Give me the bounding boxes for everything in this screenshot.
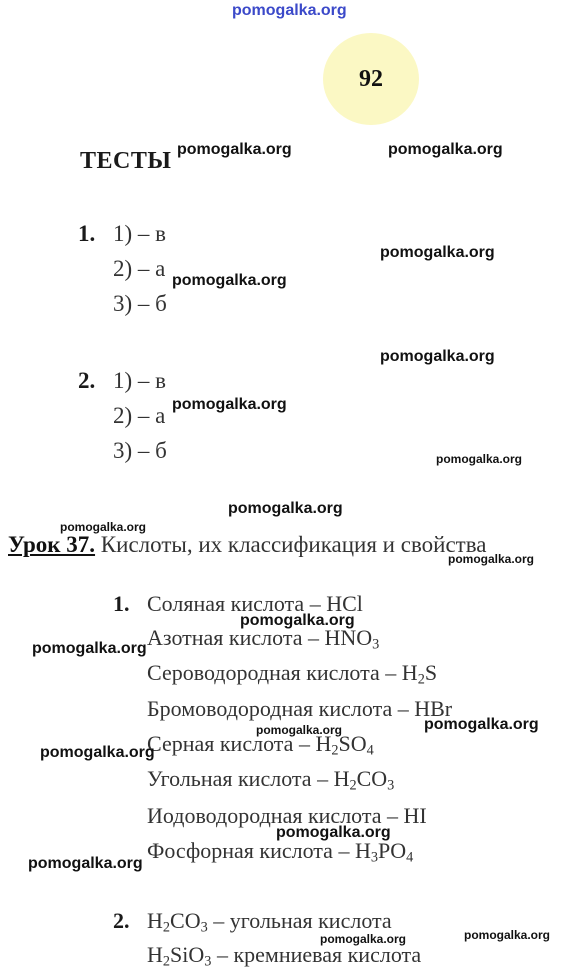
watermark: pomogalka.org [380,244,495,261]
formula: $H_2CO_3$ [147,908,208,936]
watermark: pomogalka.org [380,348,495,365]
acid-line-h2co3: Угольная кислота – $H_2CO_3$ [147,766,395,794]
test-2-answer-2: 2) – а [113,403,166,428]
formula: $H_2CO_3$ [333,766,395,794]
acid-line-h2so4: Серная кислота – $H_2SO_4$ [147,731,374,759]
watermark: pomogalka.org [40,744,155,761]
formula: $H_2S$ [401,660,438,688]
watermark: pomogalka.org [28,855,143,872]
page-number-badge [323,33,419,125]
test-1-number: 1. [78,221,96,246]
task-2-number: 2. [113,908,130,933]
watermark: pomogalka.org [240,612,355,629]
lesson-heading [8,532,486,558]
watermark: pomogalka.org [276,824,391,841]
acid-line-hno3: Азотная кислота – $HNO_3$ [147,625,380,653]
page-number: 92 [359,65,383,92]
formula: HCl [326,591,363,616]
test-1-answer-2: 2) – а [113,256,166,281]
formula: HI [403,803,427,828]
watermark-top: pomogalka.org [232,2,347,19]
acid-line-h2co3-name: $H_2CO_3$ – угольная кислота [147,908,392,936]
test-2-answer-3: 3) – б [113,438,167,463]
formula: $H_3PO_4$ [354,838,414,866]
watermark: pomogalka.org [464,928,551,942]
watermark: pomogalka.org [60,520,147,534]
watermark: pomogalka.org [256,723,343,737]
test-1-answer-1: 1) – в [113,221,167,246]
formula: $H_2SO_4$ [315,731,374,759]
watermark: pomogalka.org [32,640,147,657]
lesson-label: Урок 37. [8,532,96,557]
acid-line-h2s: Сероводородная кислота – $H_2S$ [147,660,438,688]
watermark: pomogalka.org [388,141,503,158]
tests-heading: ТЕСТЫ [80,148,172,174]
watermark: pomogalka.org [177,141,292,158]
watermark: pomogalka.org [436,452,523,466]
test-2-number: 2. [78,368,96,393]
test-1-answer-3: 3) – б [113,291,167,316]
watermark: pomogalka.org [228,500,343,517]
acid-line-hcl: Соляная кислота – HCl [147,591,363,616]
watermark: pomogalka.org [320,932,407,946]
formula: HBr [414,696,453,721]
watermark: pomogalka.org [424,716,539,733]
lesson-title: Кислоты, их классификация и свойства [100,532,487,557]
acid-line-hbr: Бромоводородная кислота – HBr [147,696,453,721]
watermark: pomogalka.org [172,396,287,413]
formula: $HNO_3$ [324,625,380,653]
acid-line-h2sio3-name: $H_2SiO_3$ – кремниевая кислота [147,942,422,970]
watermark: pomogalka.org [448,552,535,566]
acid-line-hi: Иодоводородная кислота – HI [147,803,427,828]
formula: $H_2SiO_3$ [147,942,212,970]
acid-line-h3po4: Фосфорная кислота – $H_3PO_4$ [147,838,414,866]
task-1-number: 1. [113,591,130,616]
test-2-answer-1: 1) – в [113,368,167,393]
watermark: pomogalka.org [172,272,287,289]
